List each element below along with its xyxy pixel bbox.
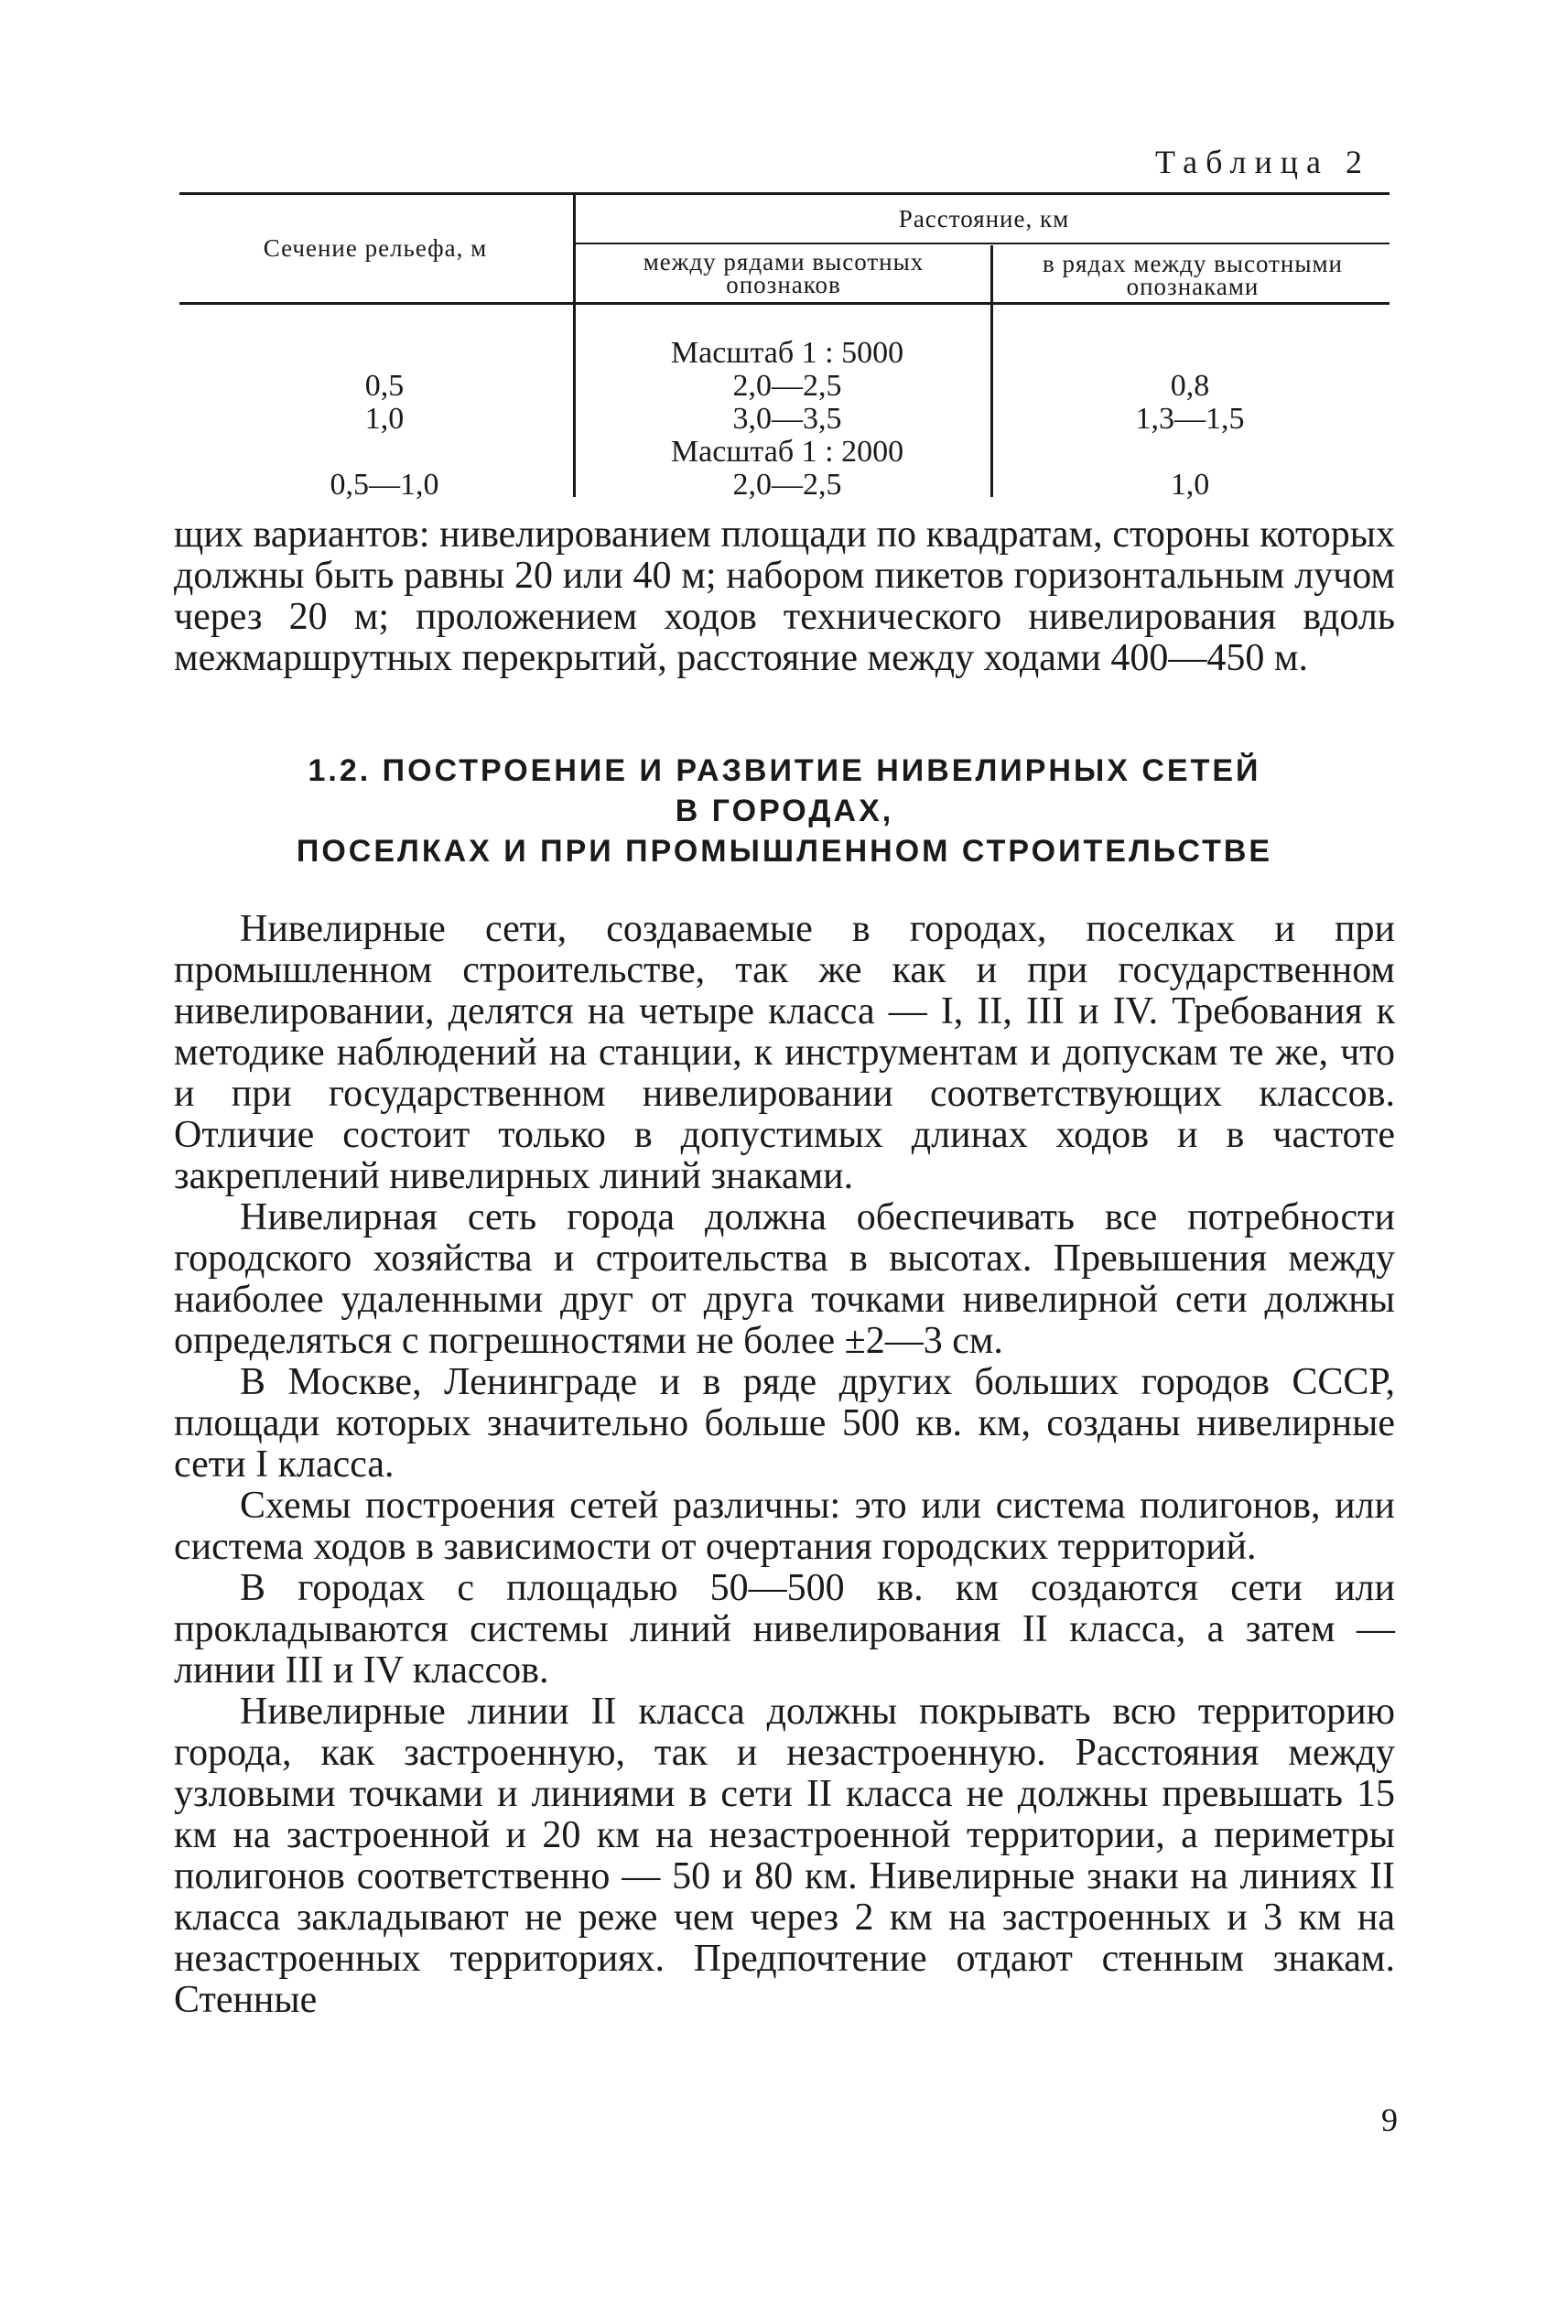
paragraph: Нивелирная сеть города должна обеспечивать все потребности городского хозяйства и строительства в высотах. Превышения между наиболее удаленными друг от друга точками нивелирной сети должны определяться с погрешностями не более ±2—3 см. (174, 1196, 1395, 1362)
section-heading (174, 751, 1395, 871)
table-subheader-rule (575, 243, 1390, 244)
relief-value: 1,0 (364, 402, 405, 436)
table-header-bottom-rule (179, 302, 1390, 305)
page-number: 9 (1381, 2102, 1398, 2138)
scale-label-2000: Масштаб 1 : 2000 (670, 435, 904, 469)
header-between-line2: опознаков (726, 271, 841, 298)
header-within-line1: в рядах между высотными (1042, 250, 1344, 277)
within-value: 0,8 (1170, 369, 1210, 403)
relief-value: 0,5 (364, 369, 405, 403)
intro-paragraph-block (174, 514, 1395, 679)
paragraph: Схемы построения сетей различны: это или система полигонов, или система ходов в зависимости от очертания городских территорий. (174, 1485, 1395, 1568)
between-value: 2,0—2,5 (732, 468, 842, 502)
within-value: 1,0 (1170, 468, 1210, 502)
section-heading-line2: В ГОРОДАХ, (675, 794, 894, 828)
body-text (174, 909, 1395, 2021)
header-distance: Расстояние, км (898, 205, 1070, 232)
table-col-divider-2 (990, 245, 993, 497)
header-between-line1: между рядами высотных (643, 248, 925, 276)
scale-label-5000: Масштаб 1 : 5000 (670, 336, 904, 370)
table-caption: Таблица 2 (1155, 144, 1370, 180)
paragraph: Нивелирные линии II класса должны покрывать всю территорию города, как застроенную, так и незастроенную. Расстояния между узловыми точками и линиями в сети II класса не должны превышать 15 км на застроенной и 20 км на незастроенной территории, а периметры полигонов соответственно — 50 и 80 км. Нивелирные знаки на линиях II класса закладывают не реже чем через 2 км на застроенных и 3 км на незастроенных территориях. Предпочтение отдают стенным знакам. Стенные (174, 1691, 1395, 2021)
section-heading-line3: ПОСЕЛКАХ И ПРИ ПРОМЫШЛЕННОМ СТРОИТЕЛЬСТВЕ (296, 834, 1273, 869)
intro-paragraph: щих вариантов: нивелированием площади по квадратам, стороны которых должны быть равны 20 или 40 м; набором пикетов горизонтальным лучом через 20 м; проложением ходов технического нивелирования вдоль межмаршрутных перекрытий, расстояние между ходами 400—450 м. (174, 513, 1395, 679)
paragraph: Нивелирные сети, создаваемые в городах, поселках и при промышленном строительстве, так же как и при государственном нивелировании, делятся на четыре класса — I, II, III и IV. Требования к методике наблюдений на станции, к инструментам и допускам те же, что и при государственном нивелировании соответствующих классов. Отличие состоит только в допустимых длинах ходов и в частоте закреплений нивелирных линий знаками. (174, 908, 1395, 1197)
paragraph: В городах с площадью 50—500 кв. км создаются сети или прокладываются системы линий нивелирования II класса, а затем — линии III и IV классов. (174, 1567, 1395, 1692)
between-value: 3,0—3,5 (732, 402, 842, 436)
table-col-divider-1 (573, 195, 576, 497)
between-value: 2,0—2,5 (732, 369, 842, 403)
section-heading-line1: 1.2. ПОСТРОЕНИЕ И РАЗВИТИЕ НИВЕЛИРНЫХ СЕТЕЙ (308, 753, 1261, 788)
header-within-line2: опознаками (1126, 273, 1260, 300)
header-relief: Сечение рельефа, м (263, 234, 488, 262)
paragraph: В Москве, Ленинграде и в ряде других больших городов СССР, площади которых значительно больше 500 кв. км, созданы нивелирные сети I класса. (174, 1361, 1395, 1486)
relief-value: 0,5—1,0 (330, 468, 439, 502)
table-top-rule (179, 192, 1390, 195)
within-value: 1,3—1,5 (1135, 402, 1245, 436)
